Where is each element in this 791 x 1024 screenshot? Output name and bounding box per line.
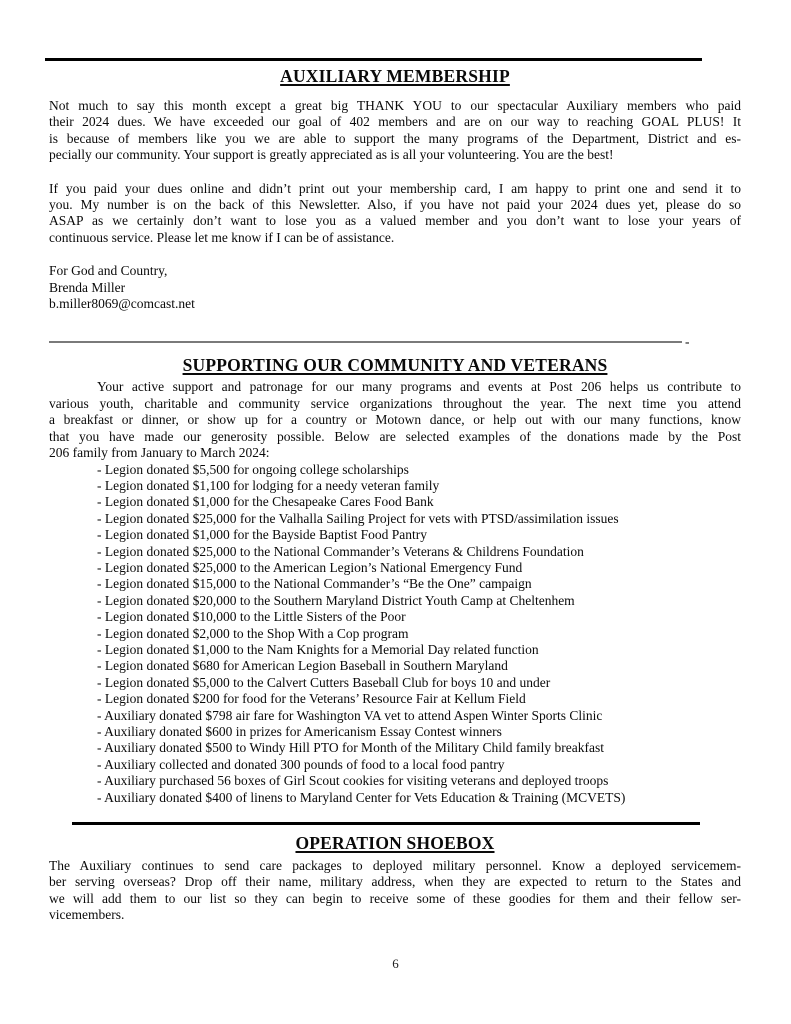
text-line: Your active support and patronage for our many programs and events at Post 206 helps us contribute to (97, 379, 741, 395)
section-divider-top (45, 58, 702, 61)
donation-list-item: - Legion donated $5,500 for ongoing college scholarships (97, 461, 409, 477)
donation-list-item: - Legion donated $1,000 to the Nam Knights for a Memorial Day related function (97, 641, 539, 657)
donation-list-item: - Legion donated $1,100 for lodging for a needy veteran family (97, 477, 440, 493)
donation-list-item: - Auxiliary collected and donated 300 pounds of food to a local food pantry (97, 756, 505, 772)
donation-list-item: - Auxiliary donated $798 air fare for Washington VA vet to attend Aspen Winter Sports Clinic (97, 707, 603, 723)
page-content (49, 0, 741, 924)
text-line: their 2024 dues. We have exceeded our goal of 402 members and are on our way to reaching GOAL PLUS! It (49, 114, 741, 130)
donation-list-item: - Auxiliary donated $500 to Windy Hill PTO for Month of the Military Child family breakfast (97, 740, 605, 756)
text-line: ASAP as we certainly don’t want to lose you as a valued member and you don’t want to lose your years of (49, 213, 741, 229)
donation-list-item: - Legion donated $1,000 for the Bayside Baptist Food Pantry (97, 527, 427, 543)
divider-rule (49, 341, 682, 343)
donations-list (97, 462, 741, 807)
signature-line: b.miller8069@comcast.net (49, 296, 195, 312)
donation-list-item: - Legion donated $200 for food for the Veterans’ Resource Fair at Kellum Field (97, 691, 526, 707)
section-divider-bottom (72, 822, 700, 825)
text-line: continuous service. Please let me know if I can be of assistance. (49, 229, 395, 245)
text-line: Not much to say this month except a great big THANK YOU to our spectacular Auxiliary members who paid (49, 98, 741, 113)
text-line: a breakfast or dinner, or show up for a country or Motown dance, or help out with our many functions, know (49, 412, 741, 428)
donation-list-item: - Legion donated $15,000 to the National Commander’s “Be the One” campaign (97, 576, 532, 592)
donation-list-item: - Legion donated $25,000 to the National Commander’s Veterans & Childrens Foundation (97, 543, 584, 559)
membership-paragraph-2 (49, 181, 741, 247)
page-number: 6 (392, 956, 399, 971)
donation-list-item: - Legion donated $10,000 to the Little Sisters of the Poor (97, 609, 406, 625)
text-line: If you paid your dues online and didn’t print out your membership card, I am happy to print one and send it to (49, 180, 741, 196)
signature-block (49, 263, 741, 312)
donation-list-item: - Auxiliary donated $600 in prizes for Americanism Essay Contest winners (97, 724, 502, 739)
community-intro-paragraph (49, 379, 741, 461)
donation-list-item: - Legion donated $20,000 to the Southern Maryland District Youth Camp at Cheltenhem (97, 592, 575, 608)
donation-list-item: - Legion donated $25,000 for the Valhalla Sailing Project for vets with PTSD/assimilation issues (97, 510, 619, 526)
text-line: is because of members like you we are able to support the many programs of the Department, District and es- (49, 130, 741, 146)
text-line: you. My number is on the back of this Newsletter. Also, if you have not paid your 2024 dues yet, please do so (49, 197, 741, 213)
section-heading-auxiliary-membership: AUXILIARY MEMBERSHIP (280, 66, 510, 86)
donation-list-item: - Legion donated $680 for American Legion Baseball in Southern Maryland (97, 658, 508, 674)
text-line: 206 family from January to March 2024: (49, 445, 270, 461)
section-heading-supporting-community: SUPPORTING OUR COMMUNITY AND VETERANS (182, 355, 608, 376)
signature-line: Brenda Miller (49, 279, 126, 295)
donation-list-item: - Legion donated $1,000 for the Chesapeake Cares Food Bank (97, 494, 434, 510)
membership-paragraph-1 (49, 98, 741, 164)
text-line: we will add them to our list so they can begin to receive some of these goodies for them and their fellow ser- (49, 890, 741, 906)
text-line: that you have made our generosity possible. Below are selected examples of the donations made by the Post (49, 428, 741, 444)
section-divider-middle (49, 334, 741, 350)
text-line: ber serving overseas? Drop off their name, military address, when they are expected to return to the States and (49, 874, 741, 890)
text-line: The Auxiliary continues to send care packages to deployed military personnel. Know a deployed servicemem- (49, 858, 741, 874)
text-line: various youth, charitable and community service organizations throughout the year. The next time you attend (49, 395, 741, 411)
donation-list-item: - Legion donated $5,000 to the Calvert Cutters Baseball Club for boys 10 and under (97, 674, 551, 690)
donation-list-item: - Legion donated $2,000 to the Shop With a Cop program (97, 625, 409, 641)
signature-line: For God and Country, (49, 263, 168, 279)
donation-list-item: - Auxiliary purchased 56 boxes of Girl Scout cookies for visiting veterans and deployed troops (97, 773, 609, 789)
stray-dash: - (685, 334, 690, 350)
donation-list-item: - Legion donated $25,000 to the American Legion’s National Emergency Fund (97, 559, 523, 575)
shoebox-paragraph (49, 858, 741, 924)
section-heading-operation-shoebox: OPERATION SHOEBOX (295, 833, 495, 854)
text-line: vicemembers. (49, 907, 125, 923)
donation-list-item: - Auxiliary donated $400 of linens to Maryland Center for Vets Education & Training (MCVETS) (97, 789, 626, 805)
text-line: pecially our community. Your support is greatly appreciated as is all your volunteering. You are the best! (49, 147, 614, 163)
